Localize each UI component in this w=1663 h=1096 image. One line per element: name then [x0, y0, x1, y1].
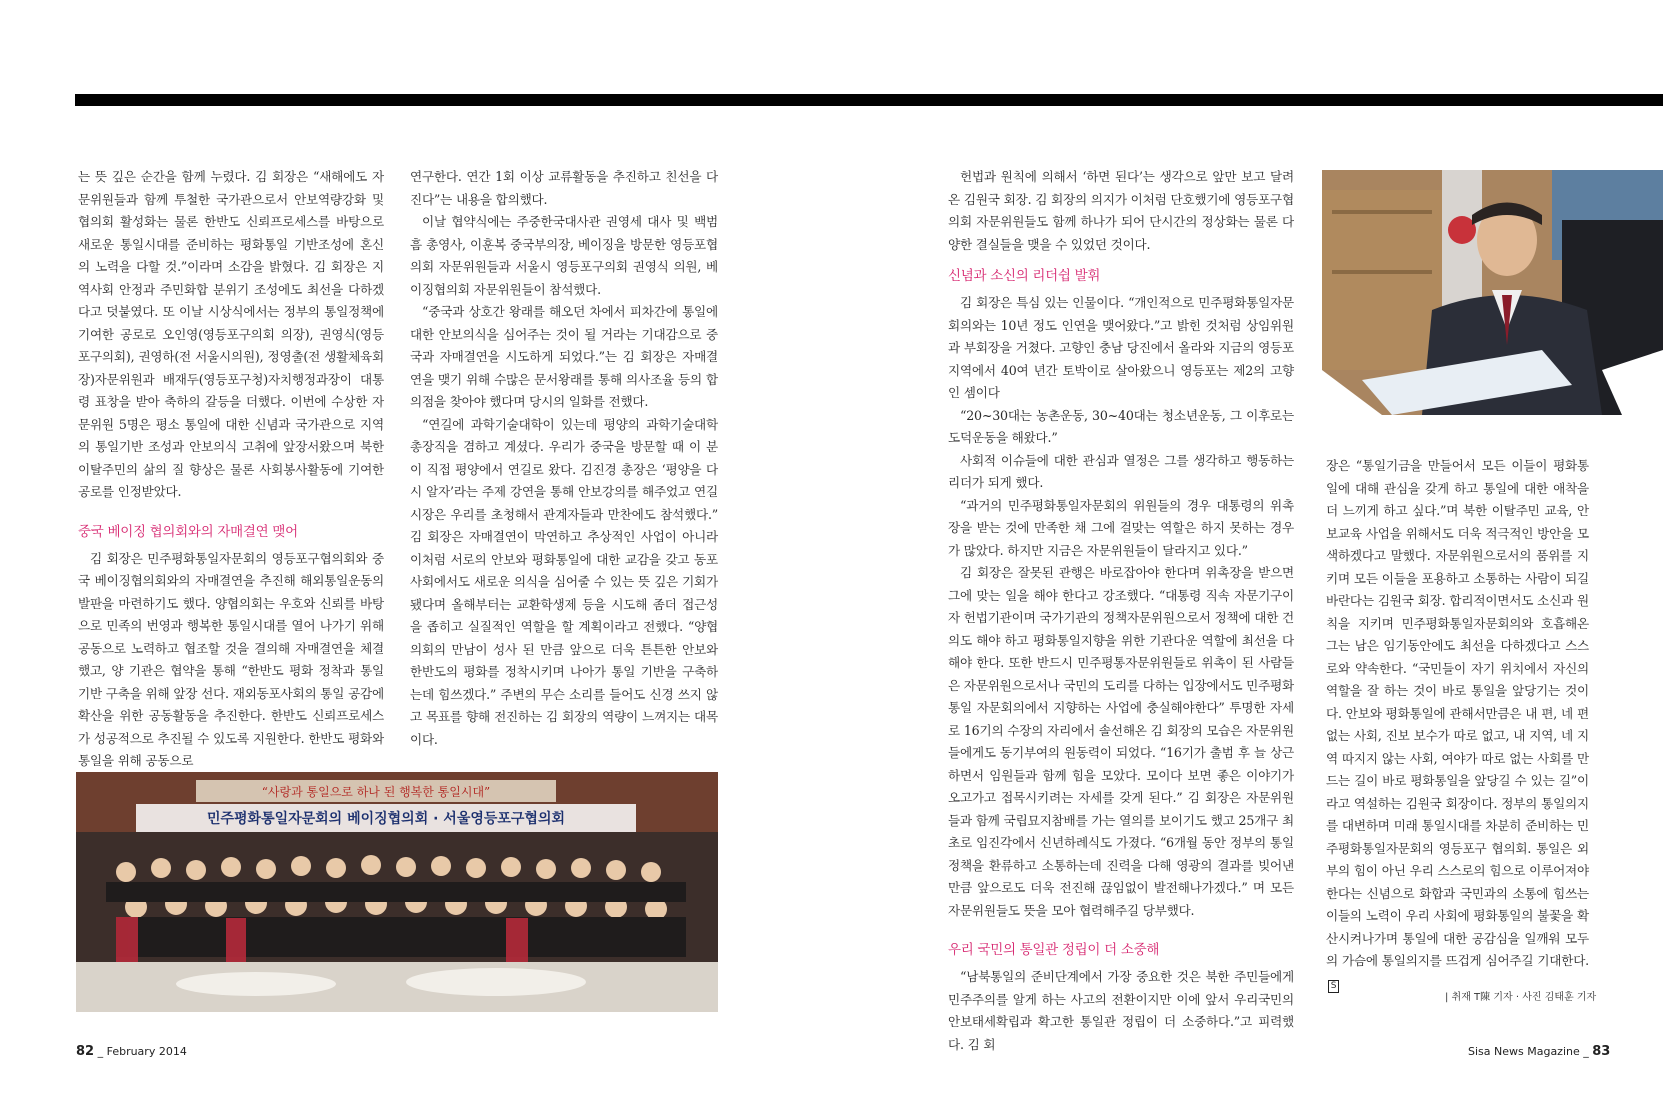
portrait-illustration	[1322, 170, 1663, 415]
paragraph: 는 뜻 깊은 순간을 함께 누렸다. 김 회장은 “새해에도 자문위원들과 함께 투철한 국가관으로서 안보역량강화 및 협의회 활성화는 물론 한반도 신뢰프로세스를 바탕으로 새로운 통일시대를 준비하는 평화통일 기반조성에 혼신의 노력을 다할 것.”이라며 소감을 밝혔다. 김 회장은 지역사회 안정과 주민화합 분위기 조성에도 최선을 다하겠다고 덧붙였다. 또 이날 시상식에서는 정부의 통일정책에 기여한 공로로 오인영(영등포구의회 의장), 권영식(영등포구의회), 권영하(전 서울시의원), 정영출(전 생활체육회장)자문위원과 배재두(영등포구청)자치행정과장이 대통령 표창을 받아 축하의 갈등을 더했다. 이번에 수상한 자문위원 5명은 평소 통일에 대한 신념과 국가관으로 지역의 통일기반 조성과 안보의식 고취에 앞장서왔으며 북한이탈주민의 삶의 질 향상은 물론 사회봉사활동에 기여한 공로를 인정받았다.	[78, 169, 384, 499]
page-number-right: 83	[1592, 1044, 1611, 1059]
paragraph: 헌법과 원칙에 의해서 ‘하면 된다’는 생각으로 앞만 보고 달려온 김원국 회장. 김 회장의 의지가 이처럼 단호했기에 영등포구협의회 자문위원들도 함께 하나가 되어 단시간의 정상화는 물론 다양한 결실들을 맺을 수 있었던 것이다.	[948, 169, 1294, 252]
paragraph: 김 회장은 특심 있는 인물이다. “개인적으로 민주평화통일자문회의와는 10년 정도 인연을 맺어왔다.”고 밝힌 것처럼 상임위원과 부회장을 거쳤다. 고향인 충남 당진에서 올라와 지금의 영등포 지역에서 40여 년간 토박이로 살아왔으니 영등포는 제2의 고향인 셈이다	[948, 295, 1294, 400]
paragraph: 사회적 이슈들에 대한 관심과 열정은 그를 생각하고 행동하는 리더가 되게 했다.	[948, 452, 1294, 490]
paragraph: “중국과 상호간 왕래를 해오던 차에서 피차간에 통일에 대한 안보의식을 심어주는 것이 될 거라는 기대감으로 중국과 자매결연을 시도하게 되었다.”는 김 회장은 자매결연을 맺기 위해 수많은 문서왕래를 통해 의사조율 등의 합의점을 찾아야 했다며 당시의 일화를 전했다.	[410, 304, 718, 409]
column-1	[78, 166, 384, 773]
byline: | 취재 T陳 기자 · 사진 김태훈 기자	[1445, 992, 1597, 1003]
page-number-left: 82	[76, 1044, 95, 1059]
section-heading: 중국 베이징 협의회와의 자매결연 맺어	[78, 523, 298, 540]
banner-text-2: 민주평화통일자문회의 베이징협의회 · 서울영등포구협의회	[206, 811, 566, 827]
paragraph: 연구한다. 연간 1회 이상 교류활동을 추진하고 친선을 다진다”는 내용을 합의했다.	[410, 169, 718, 207]
paragraph: “과거의 민주평화통일자문회의 위원들의 경우 대통령의 위촉장을 받는 것에 만족한 채 그에 걸맞는 역할은 하지 못하는 경우가 많았다. 하지만 지금은 자문위원들이 달라지고 있다.”	[948, 497, 1294, 558]
paragraph: 김 회장은 잘못된 관행은 바로잡아야 한다며 위촉장을 받으면 그에 맞는 일을 해야 한다고 강조했다. “대통령 직속 자문기구이자 헌법기관이며 국가기관의 정책자문위원으로서 정책에 대한 건의도 해야 하고 평화통일지향을 위한 기관다운 역할에 최선을 다해야 한다. 또한 반드시 민주평통자문위원들로 위촉이 된 사람들은 자문위원으로서나 국민의 도리를 다하는 입장에서도 민주평화통일 자문회의에서 지향하는 사업에 충실해야한다” 투명한 자세로 16기의 수장의 자리에서 솔선해온 김 회장의 모습은 자문위원들에게도 동기부여의 원동력이 되었다. “16기가 출범 후 늘 상근하면서 임원들과 함께 힘을 모았다. 모이다 보면 좋은 이야기가 오고가고 접목시키려는 자세를 갖게 된다.” 김 회장은 자문위원들과 함께 국립묘지참배를 가는 열의를 보이기도 했고 25개구 최초로 임진각에서 신년하례식도 가졌다. “6개월 동안 정부의 통일정책을 환류하고 소통하는데 진력을 다해 영광의 결과를 빚어낸 만큼 앞으로도 더욱 전진해 끊임없이 발전해나가겠다.” 며 모든 자문위원들도 뜻을 모아 협력해주길 당부했다.	[948, 565, 1294, 918]
paragraph-text: 장은 “통일기금을 만들어서 모든 이들이 평화통일에 대해 관심을 갖게 하고 통일에 대한 애착을 더 느끼게 하고 싶다.”며 북한 이탈주민 교육, 안보교육 사업을 위해서도 더욱 적극적인 방안을 모색하겠다고 말했다. 자문위원으로서의 품위를 지키며 모든 이들을 포용하고 소통하는 사람이 되길 바란다는 김원국 회장. 합리적이면서도 소신과 원칙을 지키며 민주평화통일자문회의와 호흡해온 그는 남은 임기동안에도 최선을 다하겠다고 스스로와 약속한다. “국민들이 자기 위치에서 자신의 역할을 잘 하는 것이 바로 통일을 앞당기는 것이다. 안보와 평화통일에 관해서만큼은 내 편, 네 편 없는 사회, 진보 보수가 따로 없고, 내 지역, 네 지역 따지지 않는 사회, 여야가 따로 없는 사회를 만드는 길이 바로 평화통일을 앞당길 수 있는 길”이라고 역설하는 김원국 회장이다. 정부의 통일의지를 대변하며 미래 통일시대를 차분히 준비하는 민주평화통일자문회의 영등포구 협의회. 통일은 외부의 힘이 아닌 우리 스스로의 힘으로 이루어져야한다는 신념으로 화합과 국민과의 소통에 힘쓰는 이들의 노력이 우리 사회에 평화통일의 불꽃을 확산시켜나가며 통일에 대한 공감심을 일깨워 모두의 가슴에 통일의지를 뜨겁게 심어주길 기대한다.	[1326, 458, 1589, 968]
end-mark-icon: S	[1328, 980, 1339, 993]
footer-right	[1468, 1044, 1610, 1059]
group-photo-illustration	[76, 772, 718, 1012]
paragraph: “20~30대는 농촌운동, 30~40대는 청소년운동, 그 이후로는 도덕운동을 해왔다.”	[948, 407, 1294, 445]
column-3	[948, 166, 1294, 1056]
paragraph: 김 회장은 민주평화통일자문회의 영등포구협의회와 중국 베이징협의회와의 자매결연을 추진해 해외통일운동의 발판을 마련하기도 했다. 양협의회는 우호와 신뢰를 바탕으로 민족의 번영과 행복한 통일시대를 열어 나가기 위해 공동으로 노력하고 협조할 것을 결의해 자매결연을 체결했고, 양 기관은 협약을 통해 “한반도 평화 정착과 통일 기반 구축을 위해 앞장 선다. 재외동포사회의 통일 공감에 확산을 위한 공동활동을 추진한다. 한반도 신뢰프로세스가 성공적으로 추진될 수 있도록 지원한다. 한반도 평화와 통일을 위해 공동으로	[78, 550, 384, 768]
section-heading: 우리 국민의 통일관 정립이 더 소중해	[948, 942, 1160, 958]
banner-text: “사랑과 통일으로 하나 된 행복한 통일시대”	[261, 785, 491, 799]
portrait-photo	[1322, 170, 1663, 415]
paragraph	[1326, 455, 1589, 995]
footer-left-text: _ February 2014	[97, 1045, 187, 1058]
paragraph: “연길에 과학기술대학이 있는데 평양의 과학기술대학 총장직을 겸하고 계셨다. 우리가 중국을 방문할 때 이 분이 직접 평양에서 연길로 왔다. 김진경 총장은 ‘평양을 다시 알자’라는 주제 강연을 통해 안보강의를 해주었고 연길 시장은 우리를 초청해서 관계자들과 만찬에도 참석했다.” 김 회장은 자매결연이 막연하고 추상적인 사업이 아니라 이처럼 서로의 안보와 평화통일에 대한 교감을 갖고 동포사회에서도 새로운 의식을 심어줄 수 있는 뜻 깊은 기회가 됐다며 올해부터는 교환학생제 등을 시도해 좀더 접근성을 좁히고 실질적인 역할을 할 계획이라고 전했다. “양협의회의 만남이 성사 된 만큼 앞으로 더욱 튼튼한 안보와 한반도의 평화를 정착시키며 나아가 통일 기반을 구축하는데 힘쓰겠다.” 주변의 무슨 소리를 들어도 신경 쓰지 않고 목표를 향해 전진하는 김 회장의 역량이 느껴지는 대목이다.	[410, 416, 718, 747]
column-2	[410, 166, 718, 751]
column-4	[1326, 455, 1589, 995]
footer-left	[76, 1044, 187, 1059]
top-rule	[75, 94, 1663, 106]
footer-right-text: Sisa News Magazine _	[1468, 1045, 1589, 1058]
paragraph: “남북통일의 준비단계에서 가장 중요한 것은 북한 주민들에게 민주주의를 알게 하는 사고의 전환이지만 이에 앞서 우리국민의 안보태세확립과 확고한 통일관 정립이 더 소중하다.”고 피력했다. 김 회	[948, 969, 1294, 1052]
section-heading: 신념과 소신의 리더쉽 발휘	[948, 268, 1101, 284]
group-photo	[76, 772, 718, 1012]
paragraph: 이날 협약식에는 주중한국대사관 권영세 대사 및 백범흠 총영사, 이훈복 중국부의장, 베이징을 방문한 영등포협의회 자문위원들과 서울시 영등포구의회 권영식 의원, 베이징협의회 자문위원들이 참석했다.	[410, 214, 718, 297]
